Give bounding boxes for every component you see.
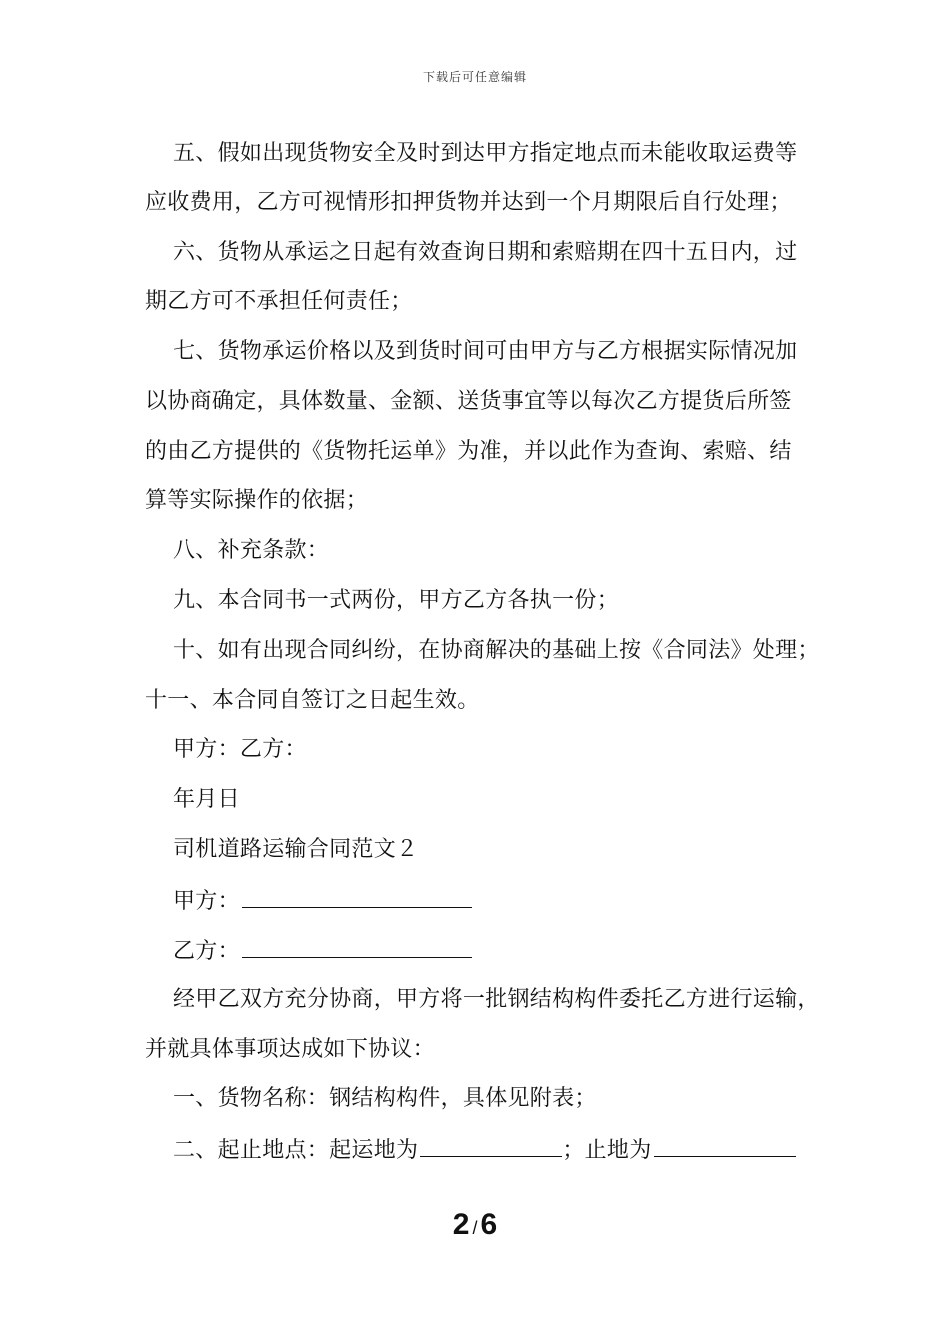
page-total: 6 [480,1208,498,1241]
item-2-origin-label: 二、起止地点：起运地为 [173,1138,419,1163]
clause-5-line-1: 五、假如出现货物安全及时到达甲方指定地点而未能收取运费等 [173,141,798,166]
clause-9: 九、本合同书一式两份，甲方乙方各执一份； [173,588,620,613]
header-note: 下载后可任意编辑 [422,70,527,84]
intro-line-1: 经甲乙双方充分协商，甲方将一批钢结构构件委托乙方进行运输， [173,987,820,1012]
page-number [0,1208,950,1242]
destination-blank [654,1134,796,1157]
party-a-label: 甲方： [173,889,240,914]
signature-parties: 甲方：乙方： [173,737,307,762]
clause-7-line-1: 七、货物承运价格以及到货时间可由甲方与乙方根据实际情况加 [173,339,798,364]
party-b-label: 乙方： [173,939,240,964]
party-a-row [173,885,472,917]
item-1: 一、货物名称：钢结构构件，具体见附表； [173,1086,597,1111]
page-separator: / [472,1218,478,1238]
origin-blank [420,1134,562,1157]
clause-7-line-4: 算等实际操作的依据； [145,488,369,513]
signature-date: 年月日 [173,787,240,812]
clause-8: 八、补充条款： [173,538,330,563]
intro-line-2: 并就具体事项达成如下协议： [145,1037,435,1062]
clause-6-line-2: 期乙方可不承担任何责任； [145,289,413,314]
clause-5-line-2: 应收费用，乙方可视情形扣押货物并达到一个月期限后自行处理； [145,190,792,215]
clause-11: 十一、本合同自签订之日起生效。 [145,688,480,713]
clause-7-line-3: 的由乙方提供的《货物托运单》为准，并以此作为查询、索赔、结 [145,439,792,464]
contract-2-title: 司机道路运输合同范文２ [173,837,419,862]
party-b-row [173,935,472,967]
clause-10: 十、如有出现合同纠纷，在协商解决的基础上按《合同法》处理； [173,638,820,663]
page-current: 2 [452,1208,470,1241]
party-a-blank [242,885,472,908]
clause-6-line-1: 六、货物从承运之日起有效查询日期和索赔期在四十五日内，过 [173,240,798,265]
party-b-blank [242,935,472,958]
clause-7-line-2: 以协商确定，具体数量、金额、送货事宜等以每次乙方提货后所签 [145,389,792,414]
item-2-row [173,1134,796,1166]
item-2-destination-label: ；止地为 [562,1138,652,1163]
